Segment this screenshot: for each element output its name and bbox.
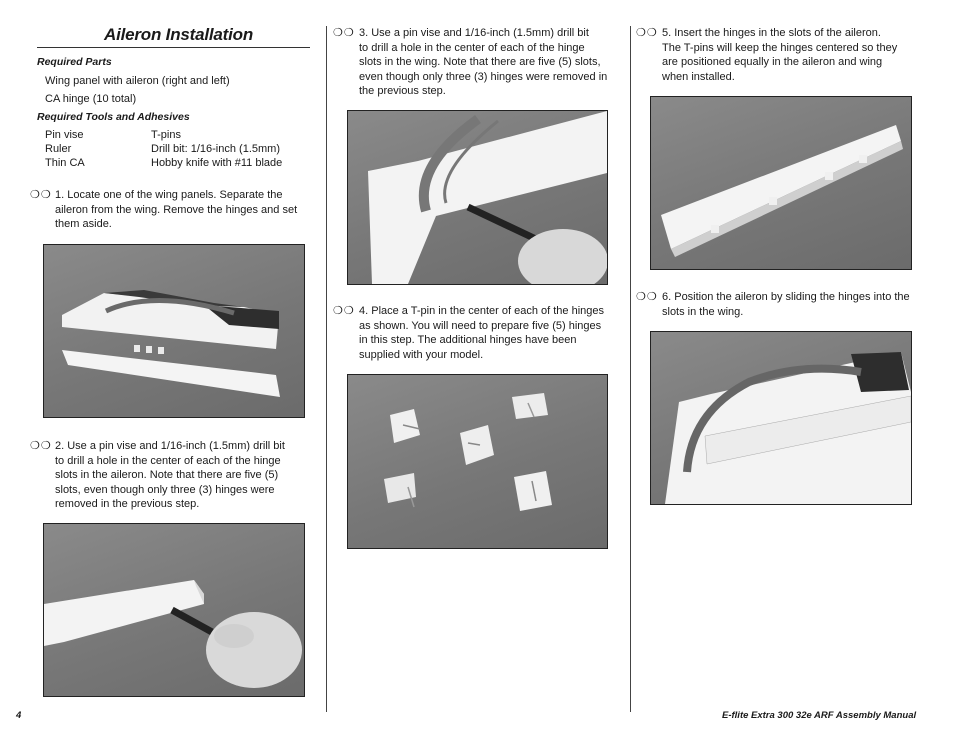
photo-hinges-t-pins: [347, 374, 608, 549]
required-parts-heading: Required Parts: [37, 56, 112, 68]
photo-drilling-wing: [347, 110, 608, 285]
required-tools-heading: Required Tools and Adhesives: [37, 111, 190, 123]
tool-name: Pin vise: [45, 129, 84, 141]
column-divider: [630, 26, 631, 712]
column-divider: [326, 26, 327, 712]
required-part-item: CA hinge (10 total): [45, 93, 137, 105]
tool-name: Hobby knife with #11 blade: [151, 157, 283, 169]
checkbox-icon[interactable]: ❍❍: [30, 440, 52, 452]
checkbox-icon[interactable]: ❍❍: [333, 305, 355, 317]
photo-aileron-positioned: [650, 331, 912, 505]
checkbox-icon[interactable]: ❍❍: [636, 27, 658, 39]
page-number: 4: [16, 710, 22, 721]
checkbox-icon[interactable]: ❍❍: [636, 291, 658, 303]
required-part-item: Wing panel with aileron (right and left): [45, 75, 230, 87]
tool-name: Thin CA: [45, 157, 85, 169]
photo-hinges-in-aileron: [650, 96, 912, 270]
checkbox-icon[interactable]: ❍❍: [30, 189, 52, 201]
manual-title: E-flite Extra 300 32e ARF Assembly Manual: [722, 710, 917, 721]
checkbox-icon[interactable]: ❍❍: [333, 27, 355, 39]
tool-name: T-pins: [151, 129, 181, 141]
title-rule: [37, 47, 310, 48]
page-title: Aileron Installation: [104, 25, 254, 44]
tool-name: Ruler: [45, 143, 72, 155]
photo-wing-aileron-separated: [43, 244, 305, 418]
photo-drilling-aileron: [43, 523, 305, 697]
tool-name: Drill bit: 1/16-inch (1.5mm): [151, 143, 280, 155]
